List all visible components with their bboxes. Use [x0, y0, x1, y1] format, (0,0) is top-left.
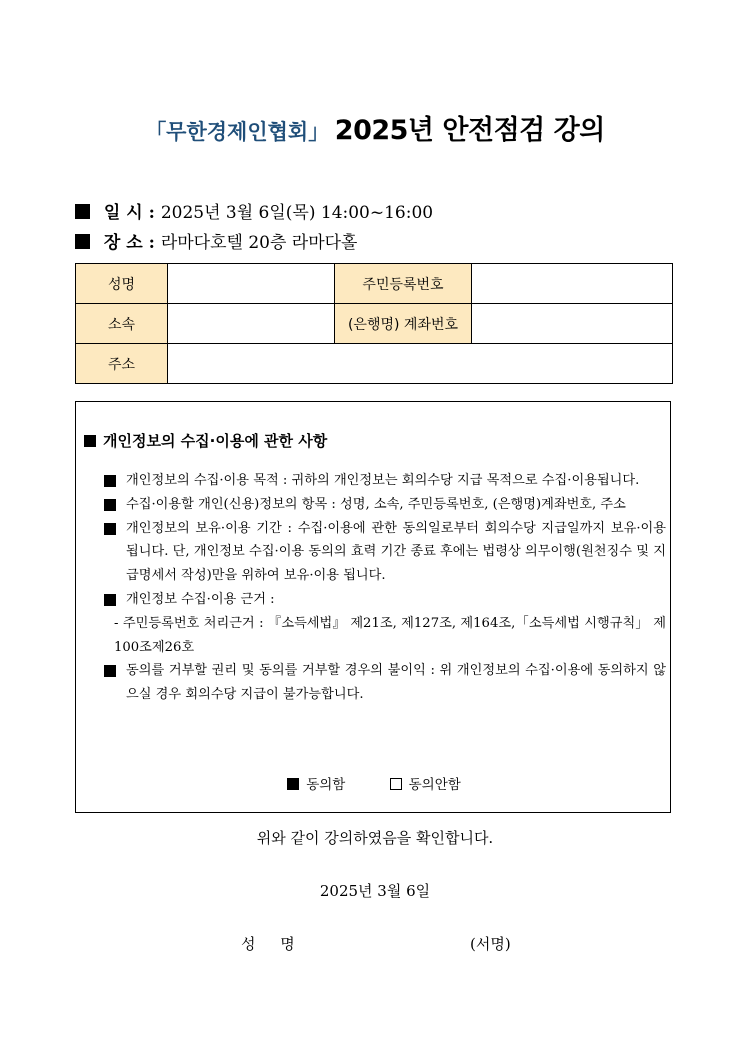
- place-line: [75, 228, 357, 253]
- list-item: 개인정보의 보유·이용 기간 : 수집·이용에 관한 동의일로부터 회의수당 지급일까지 보유·이용 됩니다. 단, 개인정보 수집·이용 동의의 효력 기간 종료 후에는 법령상 의무이행(원천징수 및 지급명세서 작성)만을 위하여 보유·이용 됩니다.: [104, 517, 666, 588]
- page-title: [0, 108, 750, 147]
- lecture-title: 2025년 안전점검 강의: [334, 115, 605, 146]
- organization-name: 「무한경제인협회」: [145, 120, 330, 144]
- unchecked-box-icon: [390, 778, 402, 790]
- bank-account-field[interactable]: [472, 304, 673, 344]
- agree-option[interactable]: 동의함: [287, 777, 349, 793]
- square-bullet-icon: [104, 499, 116, 511]
- square-bullet-icon: [84, 435, 96, 447]
- place-label: 장 소 :: [103, 233, 155, 253]
- basis-detail: - 주민등록번호 처리근거 : 『소득세법』 제21조, 제127조, 제164조,「소득세법 시행규칙」 제100조제26호: [114, 615, 666, 655]
- confirmation-text: 위와 같이 강의하였음을 확인합니다.: [256, 829, 494, 847]
- consent-options: [76, 773, 672, 793]
- date-label: 일 시 :: [103, 203, 155, 223]
- square-bullet-icon: [75, 234, 90, 249]
- disagree-option[interactable]: 동의안함: [390, 777, 461, 793]
- signature-label: (서명): [470, 935, 511, 953]
- name-label: 성명: [76, 264, 168, 304]
- square-bullet-icon: [104, 665, 116, 677]
- signer-name-label: 성 명: [241, 935, 305, 953]
- list-item: 동의를 거부할 권리 및 동의를 거부할 경우의 불이익 : 위 개인정보의 수집·이용에 동의하지 않으실 경우 회의수당 지급이 불가능합니다.: [104, 659, 666, 707]
- consent-heading: 개인정보의 수집·이용에 관한 사항: [84, 430, 327, 451]
- list-item: 개인정보 수집·이용 근거 :: [104, 588, 666, 612]
- signing-date: 2025년 3월 6일: [319, 882, 431, 900]
- consent-items: [104, 469, 666, 707]
- date-line: [75, 198, 433, 223]
- list-item: 개인정보의 수집·이용 목적 : 귀하의 개인정보는 회의수당 지급 목적으로 수집·이용됩니다.: [104, 469, 666, 493]
- affiliation-field[interactable]: [168, 304, 335, 344]
- rrn-field[interactable]: [472, 264, 673, 304]
- name-field[interactable]: [168, 264, 335, 304]
- checked-box-icon: [287, 778, 299, 790]
- list-item: 수집·이용할 개인(신용)정보의 항목 : 성명, 소속, 주민등록번호, (은행명)계좌번호, 주소: [104, 493, 666, 517]
- consent-box: [75, 401, 671, 813]
- square-bullet-icon: [104, 594, 116, 606]
- affiliation-label: 소속: [76, 304, 168, 344]
- square-bullet-icon: [75, 204, 90, 219]
- address-label: 주소: [76, 344, 168, 384]
- bank-account-label: (은행명) 계좌번호: [335, 304, 472, 344]
- square-bullet-icon: [104, 523, 116, 535]
- place-value: 라마다호텔 20층 라마다홀: [160, 233, 358, 253]
- personal-info-form: [75, 263, 673, 384]
- square-bullet-icon: [104, 475, 116, 487]
- rrn-label: 주민등록번호: [335, 264, 472, 304]
- date-value: 2025년 3월 6일(목) 14:00~16:00: [160, 203, 434, 223]
- address-field[interactable]: [168, 344, 673, 384]
